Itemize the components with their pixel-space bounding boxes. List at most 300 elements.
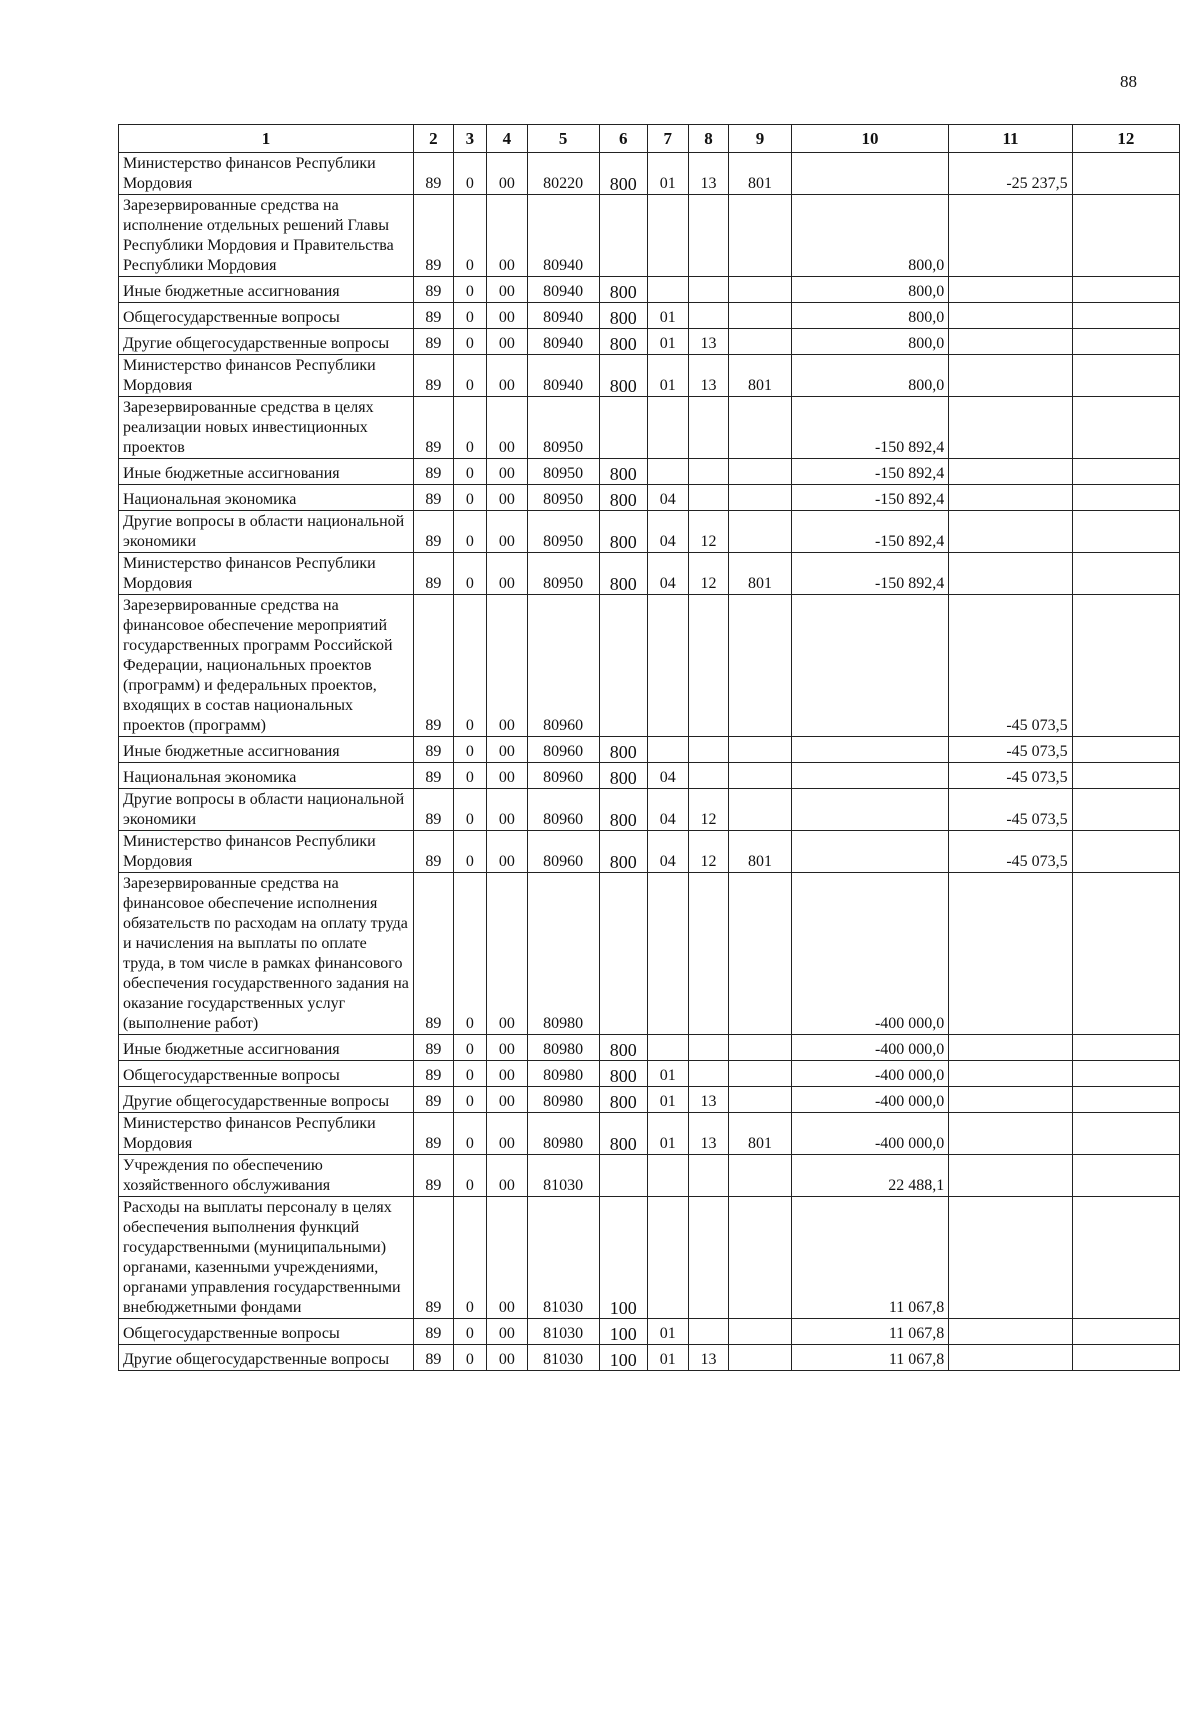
- column-header: 7: [647, 125, 688, 153]
- code-cell: 00: [486, 1345, 527, 1371]
- code-cell: 00: [486, 763, 527, 789]
- code-cell: 80950: [527, 553, 599, 595]
- amount-cell: [1072, 1113, 1179, 1155]
- code-cell: [729, 1061, 791, 1087]
- amount-cell: [1072, 303, 1179, 329]
- code-cell: [729, 873, 791, 1035]
- column-header: 8: [688, 125, 729, 153]
- code-cell: 80960: [527, 737, 599, 763]
- table-row: [119, 873, 1180, 1035]
- column-header: 5: [527, 125, 599, 153]
- code-cell: 0: [453, 277, 486, 303]
- code-cell: [729, 1155, 791, 1197]
- row-name-cell: Зарезервированные средства в целях реализации новых инвестиционных проектов: [119, 397, 414, 459]
- row-name-cell: Национальная экономика: [119, 763, 414, 789]
- column-header: 10: [791, 125, 949, 153]
- code-cell: 89: [414, 1345, 454, 1371]
- table-row: [119, 329, 1180, 355]
- amount-cell: -150 892,4: [791, 511, 949, 553]
- code-cell: [688, 1319, 729, 1345]
- row-name-cell: Зарезервированные средства на финансовое обеспечение мероприятий государственных программ Российской Федерации, национальных проектов (программ) и федеральных проектов, входящих в состав национальных проектов (программ): [119, 595, 414, 737]
- code-cell: 13: [688, 355, 729, 397]
- code-cell: 100: [599, 1197, 647, 1319]
- code-cell: 80960: [527, 763, 599, 789]
- code-cell: 800: [599, 1061, 647, 1087]
- code-cell: [647, 277, 688, 303]
- budget-table: [118, 124, 1180, 1371]
- amount-cell: 800,0: [791, 195, 949, 277]
- code-cell: 00: [486, 595, 527, 737]
- column-header: 9: [729, 125, 791, 153]
- code-cell: 89: [414, 763, 454, 789]
- row-name-cell: Другие вопросы в области национальной экономики: [119, 511, 414, 553]
- code-cell: 80980: [527, 873, 599, 1035]
- table-row: [119, 1061, 1180, 1087]
- code-cell: 00: [486, 355, 527, 397]
- code-cell: [647, 737, 688, 763]
- code-cell: 800: [599, 303, 647, 329]
- code-cell: 13: [688, 153, 729, 195]
- code-cell: [647, 397, 688, 459]
- code-cell: 80960: [527, 831, 599, 873]
- code-cell: [688, 1035, 729, 1061]
- code-cell: [647, 1197, 688, 1319]
- amount-cell: [1072, 1061, 1179, 1087]
- code-cell: [729, 1319, 791, 1345]
- amount-cell: [1072, 763, 1179, 789]
- code-cell: 0: [453, 1155, 486, 1197]
- code-cell: 0: [453, 789, 486, 831]
- code-cell: 00: [486, 737, 527, 763]
- amount-cell: [1072, 789, 1179, 831]
- code-cell: [729, 595, 791, 737]
- code-cell: [688, 397, 729, 459]
- table-row: [119, 1113, 1180, 1155]
- code-cell: 80940: [527, 355, 599, 397]
- code-cell: 0: [453, 485, 486, 511]
- table-row: [119, 831, 1180, 873]
- code-cell: 01: [647, 1061, 688, 1087]
- code-cell: 89: [414, 1155, 454, 1197]
- amount-cell: [949, 1035, 1072, 1061]
- amount-cell: 800,0: [791, 277, 949, 303]
- code-cell: [599, 1155, 647, 1197]
- code-cell: 13: [688, 1087, 729, 1113]
- code-cell: 0: [453, 1113, 486, 1155]
- code-cell: [688, 195, 729, 277]
- code-cell: [729, 397, 791, 459]
- code-cell: [599, 595, 647, 737]
- row-name-cell: Министерство финансов Республики Мордовия: [119, 831, 414, 873]
- code-cell: 80950: [527, 485, 599, 511]
- code-cell: 800: [599, 277, 647, 303]
- amount-cell: -150 892,4: [791, 459, 949, 485]
- code-cell: 800: [599, 553, 647, 595]
- amount-cell: [1072, 831, 1179, 873]
- code-cell: 800: [599, 1035, 647, 1061]
- code-cell: 100: [599, 1319, 647, 1345]
- code-cell: [688, 303, 729, 329]
- amount-cell: [1072, 153, 1179, 195]
- amount-cell: [791, 831, 949, 873]
- code-cell: 89: [414, 277, 454, 303]
- code-cell: 00: [486, 553, 527, 595]
- amount-cell: [1072, 459, 1179, 485]
- code-cell: 04: [647, 763, 688, 789]
- code-cell: 80980: [527, 1113, 599, 1155]
- code-cell: 01: [647, 1087, 688, 1113]
- code-cell: 00: [486, 1113, 527, 1155]
- code-cell: 89: [414, 397, 454, 459]
- amount-cell: [791, 737, 949, 763]
- code-cell: [688, 873, 729, 1035]
- code-cell: 89: [414, 485, 454, 511]
- code-cell: [729, 277, 791, 303]
- code-cell: 0: [453, 303, 486, 329]
- code-cell: 0: [453, 459, 486, 485]
- code-cell: [688, 277, 729, 303]
- code-cell: [729, 1087, 791, 1113]
- code-cell: 89: [414, 153, 454, 195]
- amount-cell: [1072, 355, 1179, 397]
- amount-cell: [949, 459, 1072, 485]
- code-cell: 04: [647, 553, 688, 595]
- code-cell: [729, 1197, 791, 1319]
- code-cell: 0: [453, 1345, 486, 1371]
- table-row: [119, 153, 1180, 195]
- row-name-cell: Иные бюджетные ассигнования: [119, 1035, 414, 1061]
- code-cell: 0: [453, 195, 486, 277]
- row-name-cell: Зарезервированные средства на исполнение отдельных решений Главы Республики Мордовия и Правительства Республики Мордовия: [119, 195, 414, 277]
- code-cell: 00: [486, 329, 527, 355]
- code-cell: 80940: [527, 277, 599, 303]
- code-cell: 04: [647, 485, 688, 511]
- table-row: [119, 789, 1180, 831]
- table-row: [119, 1197, 1180, 1319]
- table-row: [119, 763, 1180, 789]
- row-name-cell: Учреждения по обеспечению хозяйственного обслуживания: [119, 1155, 414, 1197]
- code-cell: 80950: [527, 511, 599, 553]
- amount-cell: [1072, 595, 1179, 737]
- code-cell: 01: [647, 355, 688, 397]
- amount-cell: -400 000,0: [791, 1035, 949, 1061]
- code-cell: 80940: [527, 329, 599, 355]
- code-cell: 0: [453, 1319, 486, 1345]
- code-cell: 800: [599, 737, 647, 763]
- code-cell: [729, 1345, 791, 1371]
- code-cell: 800: [599, 831, 647, 873]
- code-cell: 01: [647, 1319, 688, 1345]
- code-cell: [599, 873, 647, 1035]
- amount-cell: [1072, 1319, 1179, 1345]
- code-cell: 12: [688, 553, 729, 595]
- amount-cell: [949, 1345, 1072, 1371]
- code-cell: 00: [486, 303, 527, 329]
- code-cell: 0: [453, 553, 486, 595]
- code-cell: 800: [599, 459, 647, 485]
- amount-cell: -400 000,0: [791, 1087, 949, 1113]
- code-cell: 00: [486, 1061, 527, 1087]
- amount-cell: [949, 1113, 1072, 1155]
- amount-cell: [1072, 277, 1179, 303]
- amount-cell: [949, 1197, 1072, 1319]
- amount-cell: 11 067,8: [791, 1197, 949, 1319]
- code-cell: 0: [453, 1087, 486, 1113]
- column-header: 11: [949, 125, 1072, 153]
- code-cell: 0: [453, 1197, 486, 1319]
- code-cell: 81030: [527, 1155, 599, 1197]
- code-cell: [688, 737, 729, 763]
- amount-cell: [1072, 1035, 1179, 1061]
- code-cell: [688, 1061, 729, 1087]
- code-cell: 80980: [527, 1035, 599, 1061]
- code-cell: 801: [729, 553, 791, 595]
- code-cell: 0: [453, 595, 486, 737]
- amount-cell: [791, 153, 949, 195]
- code-cell: 00: [486, 195, 527, 277]
- amount-cell: [949, 397, 1072, 459]
- code-cell: [729, 303, 791, 329]
- code-cell: [647, 595, 688, 737]
- code-cell: 89: [414, 1035, 454, 1061]
- table-row: [119, 511, 1180, 553]
- page-number: 88: [1120, 72, 1137, 91]
- amount-cell: -25 237,5: [949, 153, 1072, 195]
- amount-cell: -150 892,4: [791, 485, 949, 511]
- amount-cell: [791, 763, 949, 789]
- code-cell: [599, 397, 647, 459]
- row-name-cell: Общегосударственные вопросы: [119, 1319, 414, 1345]
- row-name-cell: Иные бюджетные ассигнования: [119, 277, 414, 303]
- code-cell: 89: [414, 789, 454, 831]
- code-cell: 80940: [527, 303, 599, 329]
- row-name-cell: Национальная экономика: [119, 485, 414, 511]
- row-name-cell: Расходы на выплаты персоналу в целях обеспечения выполнения функций государственными (муниципальными) органами, казенными учреждениями, органами управления государственными внебюджетными фондами: [119, 1197, 414, 1319]
- column-header: 4: [486, 125, 527, 153]
- code-cell: 81030: [527, 1345, 599, 1371]
- table-body: [119, 153, 1180, 1371]
- code-cell: 89: [414, 1197, 454, 1319]
- amount-cell: 800,0: [791, 303, 949, 329]
- amount-cell: [791, 789, 949, 831]
- table-row: [119, 277, 1180, 303]
- table-row: [119, 1155, 1180, 1197]
- code-cell: 0: [453, 397, 486, 459]
- code-cell: 00: [486, 831, 527, 873]
- row-name-cell: Общегосударственные вопросы: [119, 1061, 414, 1087]
- table-row: [119, 1035, 1180, 1061]
- code-cell: 89: [414, 1061, 454, 1087]
- column-header: 2: [414, 125, 454, 153]
- code-cell: 13: [688, 1113, 729, 1155]
- code-cell: 80980: [527, 1061, 599, 1087]
- code-cell: [688, 1197, 729, 1319]
- code-cell: 13: [688, 1345, 729, 1371]
- code-cell: 89: [414, 511, 454, 553]
- column-header: 1: [119, 125, 414, 153]
- code-cell: [729, 329, 791, 355]
- code-cell: [729, 789, 791, 831]
- code-cell: [729, 1035, 791, 1061]
- code-cell: [688, 459, 729, 485]
- code-cell: [729, 485, 791, 511]
- amount-cell: -400 000,0: [791, 1061, 949, 1087]
- table-row: [119, 595, 1180, 737]
- code-cell: 89: [414, 459, 454, 485]
- amount-cell: 800,0: [791, 329, 949, 355]
- code-cell: 00: [486, 1155, 527, 1197]
- code-cell: 00: [486, 511, 527, 553]
- code-cell: 00: [486, 459, 527, 485]
- table-row: [119, 1319, 1180, 1345]
- table-row: [119, 1087, 1180, 1113]
- amount-cell: [1072, 195, 1179, 277]
- table-row: [119, 195, 1180, 277]
- code-cell: 801: [729, 1113, 791, 1155]
- code-cell: [729, 459, 791, 485]
- amount-cell: 11 067,8: [791, 1319, 949, 1345]
- code-cell: 0: [453, 831, 486, 873]
- code-cell: 00: [486, 873, 527, 1035]
- code-cell: 04: [647, 831, 688, 873]
- code-cell: 0: [453, 511, 486, 553]
- code-cell: 12: [688, 831, 729, 873]
- amount-cell: [949, 355, 1072, 397]
- code-cell: 00: [486, 397, 527, 459]
- code-cell: 04: [647, 511, 688, 553]
- code-cell: 81030: [527, 1197, 599, 1319]
- code-cell: 80950: [527, 459, 599, 485]
- code-cell: 81030: [527, 1319, 599, 1345]
- amount-cell: [949, 277, 1072, 303]
- code-cell: 89: [414, 329, 454, 355]
- amount-cell: -150 892,4: [791, 553, 949, 595]
- code-cell: [729, 737, 791, 763]
- amount-cell: [949, 873, 1072, 1035]
- code-cell: 00: [486, 1319, 527, 1345]
- amount-cell: [949, 511, 1072, 553]
- row-name-cell: Министерство финансов Республики Мордовия: [119, 153, 414, 195]
- table-row: [119, 355, 1180, 397]
- code-cell: 0: [453, 763, 486, 789]
- code-cell: [647, 195, 688, 277]
- code-cell: 12: [688, 511, 729, 553]
- code-cell: 13: [688, 329, 729, 355]
- code-cell: 00: [486, 153, 527, 195]
- code-cell: 01: [647, 153, 688, 195]
- amount-cell: [1072, 1155, 1179, 1197]
- code-cell: 00: [486, 789, 527, 831]
- table-row: [119, 303, 1180, 329]
- code-cell: 800: [599, 1087, 647, 1113]
- code-cell: [729, 511, 791, 553]
- code-cell: 80960: [527, 789, 599, 831]
- table-row: [119, 397, 1180, 459]
- row-name-cell: Другие общегосударственные вопросы: [119, 1345, 414, 1371]
- amount-cell: -45 073,5: [949, 831, 1072, 873]
- header-row: [119, 125, 1180, 153]
- code-cell: [688, 763, 729, 789]
- code-cell: 01: [647, 329, 688, 355]
- amount-cell: -400 000,0: [791, 1113, 949, 1155]
- row-name-cell: Министерство финансов Республики Мордовия: [119, 553, 414, 595]
- code-cell: 0: [453, 1061, 486, 1087]
- code-cell: 80940: [527, 195, 599, 277]
- amount-cell: [1072, 329, 1179, 355]
- code-cell: 89: [414, 303, 454, 329]
- amount-cell: [949, 1319, 1072, 1345]
- amount-cell: 22 488,1: [791, 1155, 949, 1197]
- amount-cell: -150 892,4: [791, 397, 949, 459]
- code-cell: 89: [414, 1319, 454, 1345]
- code-cell: 89: [414, 553, 454, 595]
- code-cell: 800: [599, 789, 647, 831]
- code-cell: 0: [453, 153, 486, 195]
- row-name-cell: Иные бюджетные ассигнования: [119, 459, 414, 485]
- code-cell: [599, 195, 647, 277]
- amount-cell: -45 073,5: [949, 595, 1072, 737]
- code-cell: [647, 459, 688, 485]
- row-name-cell: Общегосударственные вопросы: [119, 303, 414, 329]
- code-cell: 00: [486, 277, 527, 303]
- code-cell: 800: [599, 485, 647, 511]
- amount-cell: [949, 195, 1072, 277]
- code-cell: 00: [486, 1087, 527, 1113]
- amount-cell: [1072, 1087, 1179, 1113]
- column-header: 6: [599, 125, 647, 153]
- code-cell: 801: [729, 153, 791, 195]
- column-header: 3: [453, 125, 486, 153]
- code-cell: 89: [414, 595, 454, 737]
- code-cell: 00: [486, 485, 527, 511]
- code-cell: 89: [414, 873, 454, 1035]
- code-cell: 89: [414, 1087, 454, 1113]
- row-name-cell: Иные бюджетные ассигнования: [119, 737, 414, 763]
- amount-cell: [1072, 553, 1179, 595]
- code-cell: 800: [599, 1113, 647, 1155]
- code-cell: 0: [453, 737, 486, 763]
- amount-cell: [1072, 737, 1179, 763]
- table-row: [119, 485, 1180, 511]
- row-name-cell: Зарезервированные средства на финансовое обеспечение исполнения обязательств по расходам на оплату труда и начисления на выплаты по оплате труда, в том числе в рамках финансового обеспечения государственного задания на оказание государственных услуг (выполнение работ): [119, 873, 414, 1035]
- code-cell: 80960: [527, 595, 599, 737]
- amount-cell: [1072, 873, 1179, 1035]
- code-cell: [647, 1035, 688, 1061]
- amount-cell: [1072, 485, 1179, 511]
- amount-cell: -45 073,5: [949, 789, 1072, 831]
- code-cell: 80980: [527, 1087, 599, 1113]
- code-cell: [688, 1155, 729, 1197]
- amount-cell: [949, 553, 1072, 595]
- code-cell: [647, 1155, 688, 1197]
- amount-cell: [949, 485, 1072, 511]
- code-cell: [688, 595, 729, 737]
- table-row: [119, 553, 1180, 595]
- amount-cell: [1072, 511, 1179, 553]
- amount-cell: 11 067,8: [791, 1345, 949, 1371]
- code-cell: 801: [729, 831, 791, 873]
- amount-cell: 800,0: [791, 355, 949, 397]
- row-name-cell: Министерство финансов Республики Мордовия: [119, 355, 414, 397]
- code-cell: 89: [414, 1113, 454, 1155]
- code-cell: 01: [647, 1113, 688, 1155]
- amount-cell: -45 073,5: [949, 737, 1072, 763]
- amount-cell: -400 000,0: [791, 873, 949, 1035]
- amount-cell: [1072, 1345, 1179, 1371]
- code-cell: 0: [453, 329, 486, 355]
- code-cell: 0: [453, 873, 486, 1035]
- code-cell: 800: [599, 355, 647, 397]
